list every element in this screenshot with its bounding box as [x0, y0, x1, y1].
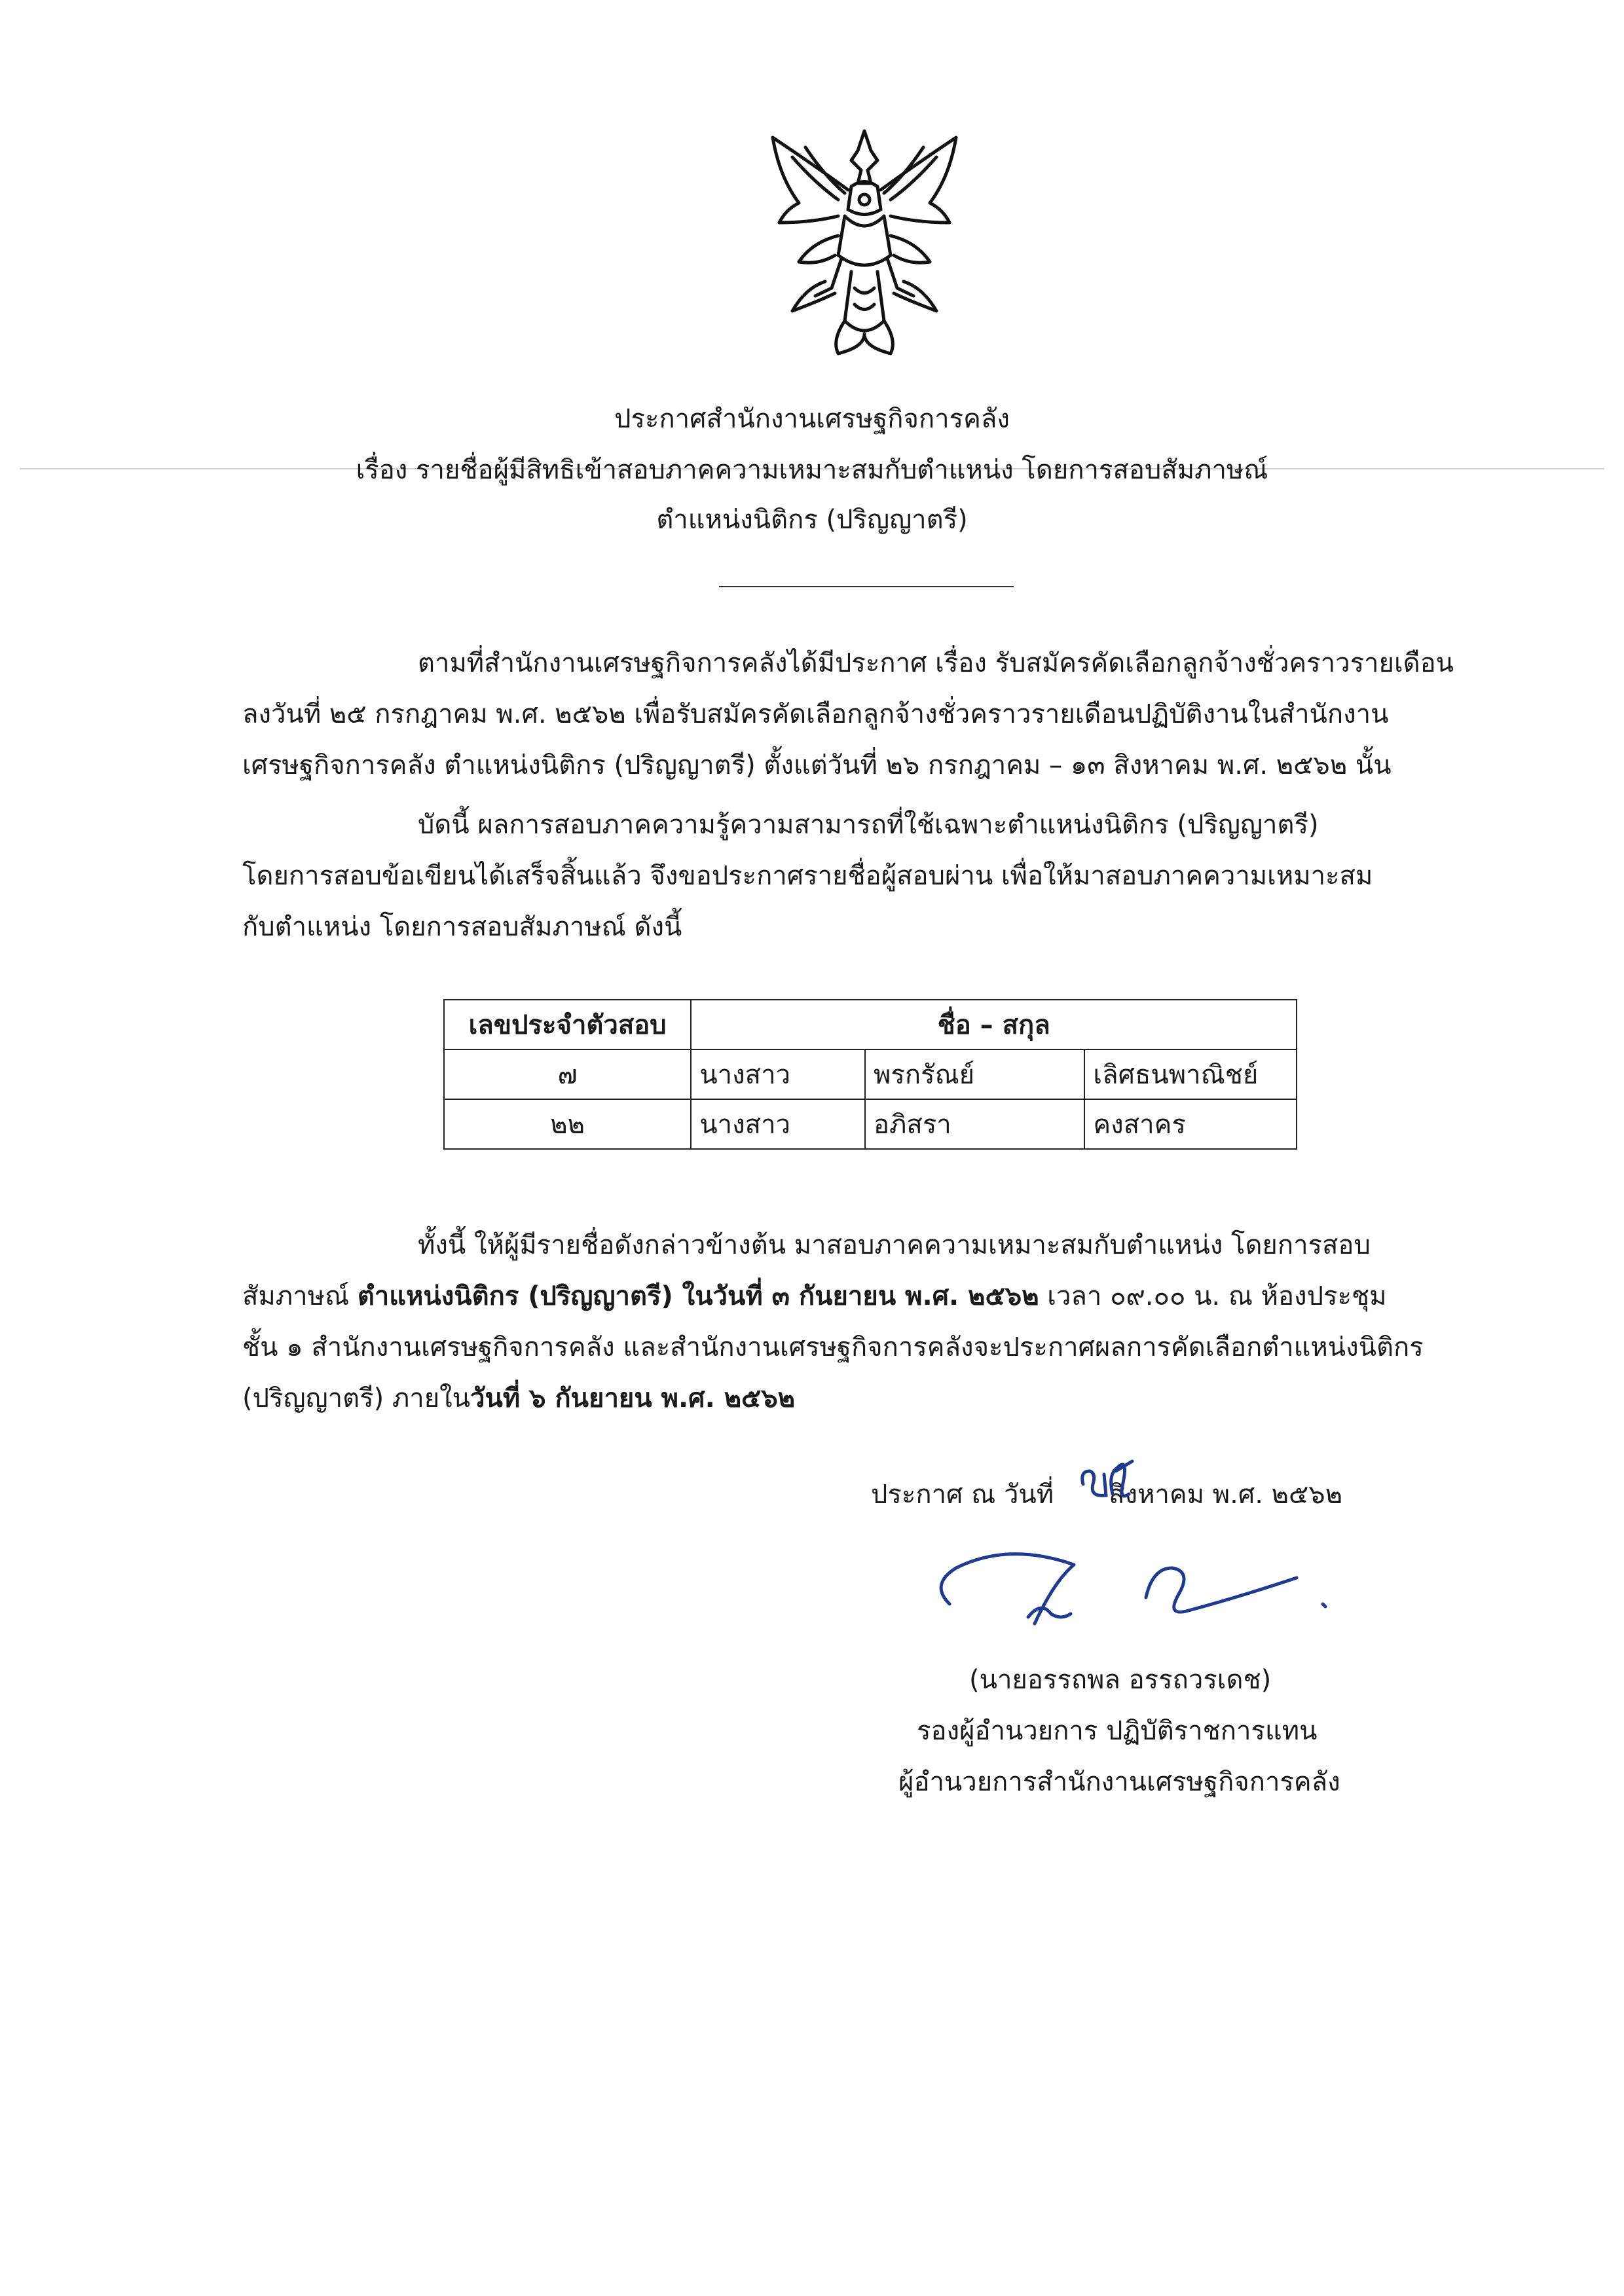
cell-last-name: เลิศธนพาณิชย์	[1084, 1049, 1297, 1099]
signer-name: (นายอรรถพล อรรถวรเดช)	[969, 1665, 1272, 1695]
cell-last-name: คงสาคร	[1084, 1099, 1297, 1149]
cell-first-name: อภิสรา	[865, 1099, 1084, 1149]
handwritten-day	[1077, 1448, 1135, 1507]
announcement-title: ประกาศสำนักงานเศรษฐกิจการคลัง	[614, 404, 1010, 434]
table-row	[444, 1099, 1297, 1149]
para1-line1: ตามที่สำนักงานเศรษฐกิจการคลังได้มีประกาศ เรื่อง รับสมัครคัดเลือกลูกจ้างชั่วคราวรายเดือน	[418, 648, 1454, 678]
announcement-position: ตำแหน่งนิติกร (ปริญญาตรี)	[656, 505, 968, 535]
table-row	[444, 1049, 1297, 1099]
para3-line2-end: เวลา ๐๙.๐๐ น. ณ ห้องประชุม	[1039, 1281, 1387, 1311]
candidate-table	[443, 999, 1297, 1150]
signer-title-2: ผู้อำนวยการสำนักงานเศรษฐกิจการคลัง	[898, 1767, 1340, 1797]
para3-interview-date-bold: ตำแหน่งนิติกร (ปริญญาตรี) ในวันที่ ๓ กันยายน พ.ศ. ๒๕๖๒	[357, 1281, 1039, 1311]
header-divider	[719, 586, 1014, 587]
para2-line2: โดยการสอบข้อเขียนได้เสร็จสิ้นแล้ว จึงขอประกาศรายชื่อผู้สอบผ่าน เพื่อให้มาสอบภาคความเหมาะสม	[242, 861, 1373, 891]
para1-line3: เศรษฐกิจการคลัง ตำแหน่งนิติกร (ปริญญาตรี) ตั้งแต่วันที่ ๒๖ กรกฎาคม – ๑๓ สิงหาคม พ.ศ. ๒๕๖๒ นั้น	[242, 750, 1392, 780]
cell-exam-id: ๗	[444, 1049, 691, 1099]
signer-title-1: รองผู้อำนวยการ ปฏิบัติราชการแทน	[917, 1716, 1318, 1746]
cell-exam-id: ๒๒	[444, 1099, 691, 1149]
para3-line1: ทั้งนี้ ให้ผู้มีรายชื่อดังกล่าวข้างต้น มาสอบภาคความเหมาะสมกับตำแหน่ง โดยการสอบ	[418, 1230, 1371, 1260]
cell-title: นางสาว	[691, 1099, 865, 1149]
header-exam-id: เลขประจำตัวสอบ	[444, 1000, 691, 1049]
garuda-emblem-icon	[753, 124, 976, 360]
table-header-row	[444, 1000, 1297, 1049]
header-full-name: ชื่อ – สกุล	[691, 1000, 1297, 1049]
para3-line4-start: (ปริญญาตรี) ภายใน	[242, 1383, 471, 1413]
announcement-subject: เรื่อง รายชื่อผู้มีสิทธิเข้าสอบภาคความเหมาะสมกับตำแหน่ง โดยการสอบสัมภาษณ์	[356, 455, 1268, 485]
para3-line2	[242, 1278, 1386, 1315]
para3-result-date-bold: วันที่ ๖ กันยายน พ.ศ. ๒๕๖๒	[470, 1383, 796, 1413]
signature	[930, 1506, 1375, 1663]
para3-line3: ชั้น ๑ สำนักงานเศรษฐกิจการคลัง และสำนักงานเศรษฐกิจการคลังจะประกาศผลการคัดเลือกตำแหน่งนิติกร	[242, 1332, 1424, 1362]
cell-first-name: พรกรัณย์	[865, 1049, 1084, 1099]
announce-date-suffix: สิงหาคม พ.ศ. ๒๕๖๒	[1109, 1480, 1343, 1510]
para2-line3: กับตำแหน่ง โดยการสอบสัมภาษณ์ ดังนี้	[242, 912, 682, 942]
para3-line2-start: สัมภาษณ์	[242, 1281, 358, 1311]
para3-line4	[242, 1380, 795, 1417]
announce-date-prefix: ประกาศ ณ วันที่	[871, 1480, 1054, 1510]
cell-title: นางสาว	[691, 1049, 865, 1099]
para1-line2: ลงวันที่ ๒๕ กรกฎาคม พ.ศ. ๒๕๖๒ เพื่อรับสมัครคัดเลือกลูกจ้างชั่วคราวรายเดือนปฏิบัติงานในสำนักงาน	[242, 699, 1389, 729]
para2-line1: บัดนี้ ผลการสอบภาคความรู้ความสามารถที่ใช้เฉพาะตำแหน่งนิติกร (ปริญญาตรี)	[418, 810, 1319, 840]
